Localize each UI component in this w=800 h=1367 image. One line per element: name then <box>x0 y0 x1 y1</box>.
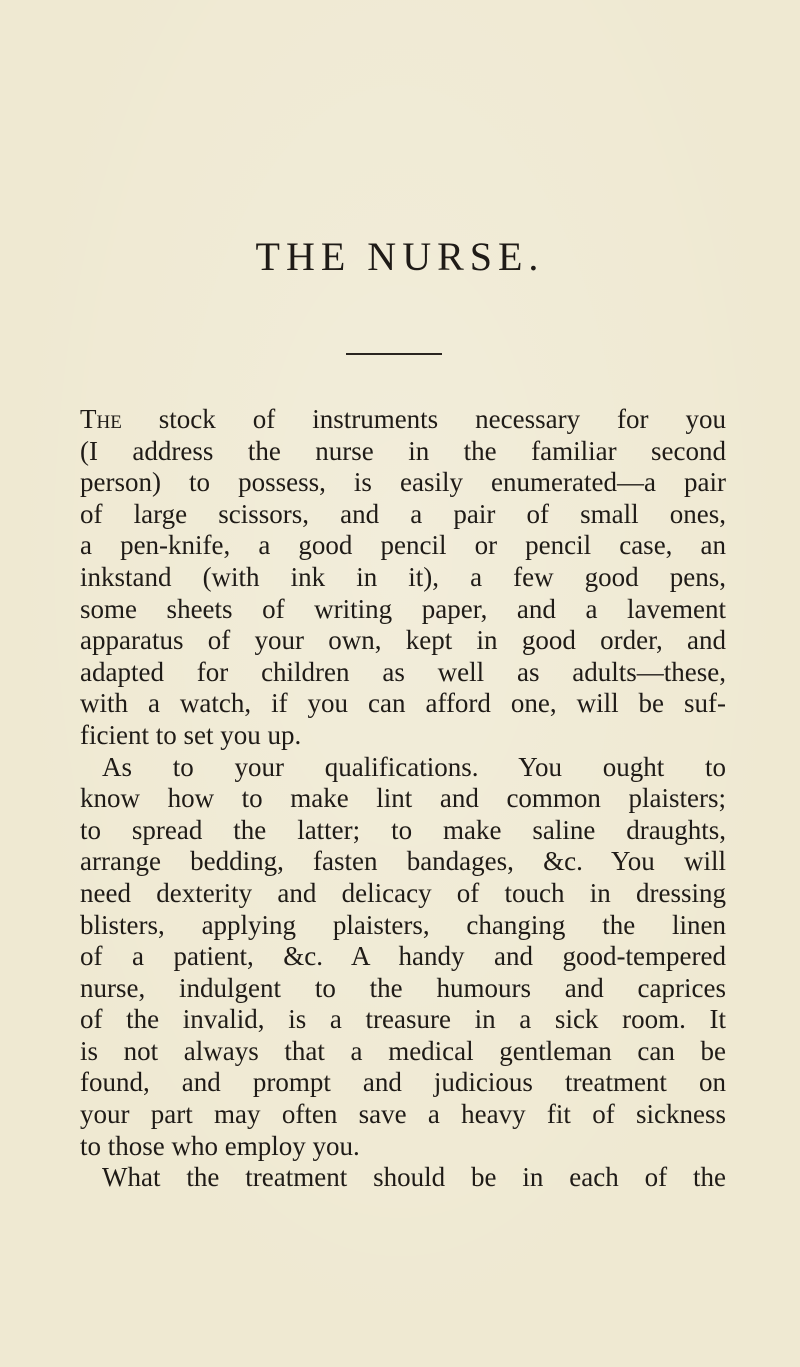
text-line: some sheets of writing paper, and a lavement <box>80 593 726 624</box>
text-line: know how to make lint and common plaisters; <box>80 783 726 814</box>
text-line: As to your qualifications. You ought to <box>102 751 726 782</box>
chapter-title: THE NURSE. <box>255 234 545 279</box>
text-line: found, and prompt and judicious treatment on <box>80 1067 726 1098</box>
text-line: is not always that a medical gentleman can be <box>80 1035 726 1066</box>
text-line: a pen-knife, a good pencil or pencil case, an <box>80 530 726 561</box>
text-line: ficient to set you up. <box>80 719 302 750</box>
text-line: arrange bedding, fasten bandages, &c. You will <box>80 846 726 877</box>
text-line: with a watch, if you can afford one, will be suf- <box>80 688 726 719</box>
text-line: nurse, indulgent to the humours and caprices <box>80 972 726 1003</box>
text-line: to spread the latter; to make saline draughts, <box>80 814 726 845</box>
text-line: The stock of instruments necessary for you <box>80 404 726 434</box>
text-line: to those who employ you. <box>80 1130 360 1161</box>
title-rule <box>346 353 442 355</box>
text-line: inkstand (with ink in it), a few good pens, <box>80 561 726 592</box>
text-line: adapted for children as well as adults—these, <box>80 656 726 687</box>
body-text <box>80 404 726 1194</box>
lead-word: The <box>80 404 122 434</box>
text-line: of the invalid, is a treasure in a sick room. It <box>80 1004 726 1035</box>
text-line: need dexterity and delicacy of touch in dressing <box>80 877 726 908</box>
text-line: (I address the nurse in the familiar second <box>80 435 726 466</box>
text-line: of a patient, &c. A handy and good-tempered <box>80 941 726 972</box>
text-line: person) to possess, is easily enumerated—a pair <box>80 467 726 498</box>
text-line: your part may often save a heavy fit of sickness <box>80 1099 726 1130</box>
text-line: of large scissors, and a pair of small ones, <box>80 498 726 529</box>
text-line: apparatus of your own, kept in good order, and <box>80 625 726 656</box>
text-line: What the treatment should be in each of the <box>102 1162 726 1193</box>
text-line: blisters, applying plaisters, changing the linen <box>80 909 726 940</box>
